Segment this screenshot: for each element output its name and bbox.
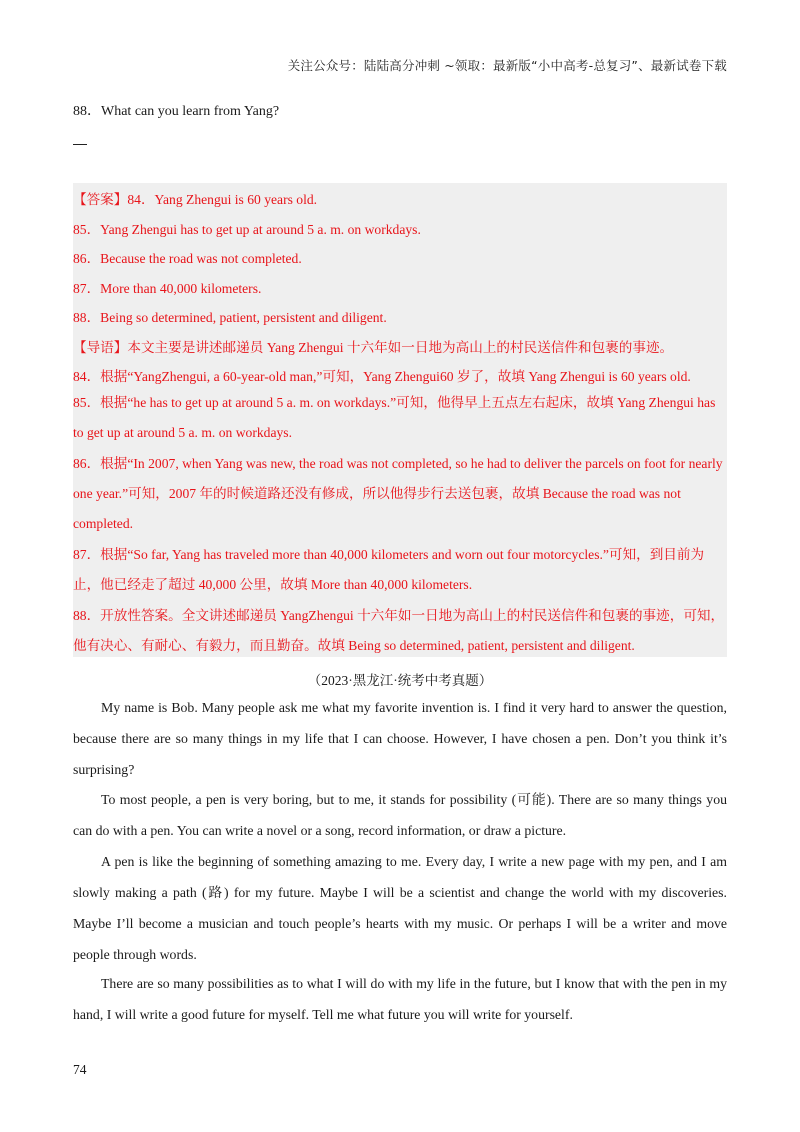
explanation-88: 88．开放性答案。全文讲述邮递员 YangZhengui 十六年如一日地为高山上的村民送信件和包裹的事迹，可知，他有决心、有耐心、有毅力，而且勤奋。故填 Being so determined, patient, persistent and diligent. (73, 608, 725, 653)
question-88: 88．What can you learn from Yang? (73, 104, 280, 119)
passage-paragraph-1: My name is Bob. Many people ask me what my favorite invention is. I find it very hard to answer the question, because there are so many things in my life that I can choose. However, I have chosen a pen. Don’t you think it’s surprising? (73, 700, 727, 777)
guide-text: 【导语】本文主要是讲述邮递员 Yang Zhengui 十六年如一日地为高山上的村民送信件和包裹的事迹。 (73, 340, 674, 355)
answer-85: 85．Yang Zhengui has to get up at around 5 a. m. on workdays. (73, 222, 421, 237)
answer-section (73, 183, 727, 657)
answer-blank (73, 144, 87, 145)
passage-paragraph-4: There are so many possibilities as to what I will do with my life in the future, but I know that with the pen in my hand, I will write a good future for myself. Tell me what future you will write for yourself. (73, 976, 727, 1022)
answer-86: 86．Because the road was not completed. (73, 251, 302, 266)
passage-paragraph-2: To most people, a pen is very boring, but to me, it stands for possibility (可能). There are so many things you can do with a pen. You can write a novel or a song, record information, or draw a picture. (73, 792, 727, 838)
explanation-86: 86．根据“In 2007, when Yang was new, the road was not completed, so he had to deliver the parcels on foot for nearly one year.”可知，2007 年的时候道路还没有修成，所以他得步行去送包裹，故填 Because the road was not completed. (73, 456, 723, 531)
page-header: 关注公众号：陆陆高分冲刺 ~领取：最新版“小中高考-总复习”、最新试卷下载 (287, 58, 727, 73)
answer-87: 87．More than 40,000 kilometers. (73, 281, 262, 296)
explanation-84: 84．根据“YangZhengui, a 60-year-old man,”可知，Yang Zhengui60 岁了，故填 Yang Zhengui is 60 years old. (73, 369, 691, 384)
passage-paragraph-3: A pen is like the beginning of something amazing to me. Every day, I write a new page with my pen, and I am slowly making a path (路) for my future. Maybe I will be a scientist and change the world with my discoveries. Maybe I’ll become a musician and touch people’s hearts with my music. Or perhaps I will be a writer and move people through words. (73, 854, 727, 962)
source-citation: （2023·黑龙江·统考中考真题） (307, 673, 493, 688)
explanation-85: 85．根据“he has to get up at around 5 a. m. on workdays.”可知，他得早上五点左右起床，故填 Yang Zhengui has to get up at around 5 a. m. on workdays. (73, 395, 716, 440)
answer-84: 【答案】84．Yang Zhengui is 60 years old. (73, 192, 318, 207)
answer-88: 88．Being so determined, patient, persistent and diligent. (73, 310, 387, 325)
explanation-87: 87．根据“So far, Yang has traveled more than 40,000 kilometers and worn out four motorcycles.”可知，到目前为止，他已经走了超过 40,000 公里，故填 More than 40,000 kilometers. (73, 547, 705, 592)
page-number: 74 (73, 1062, 87, 1077)
